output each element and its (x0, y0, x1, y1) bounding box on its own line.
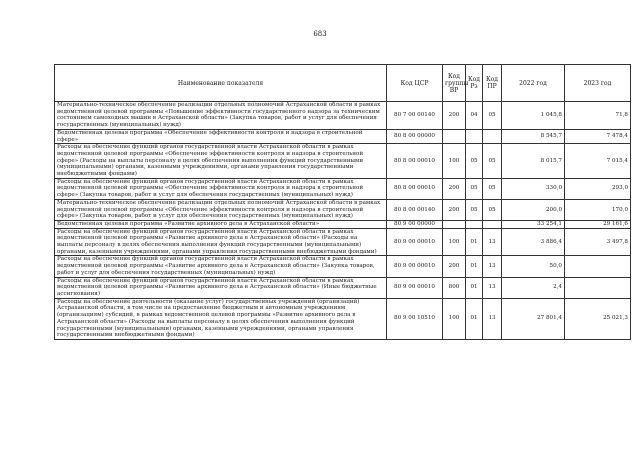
row-2022: 330,0 (502, 178, 565, 199)
row-pr (483, 220, 502, 228)
row-rz: 01 (466, 228, 483, 256)
row-2023: 7 015,4 (565, 144, 631, 179)
row-csr: 80 9 00 00010 (387, 256, 443, 277)
row-2023: 170,0 (565, 199, 631, 220)
row-2022: 27 801,4 (502, 298, 565, 339)
row-csr: 80 8 00 00140 (387, 199, 443, 220)
header-pr: Код ПР (483, 65, 502, 102)
row-vr: 200 (443, 178, 466, 199)
row-2023: 293,0 (565, 178, 631, 199)
table-row (55, 228, 631, 256)
row-rz: 05 (466, 144, 483, 179)
table-row (55, 144, 631, 179)
row-rz: 05 (466, 199, 483, 220)
row-csr: 80 9 00 00010 (387, 277, 443, 298)
row-pr: 13 (483, 277, 502, 298)
row-vr: 800 (443, 277, 466, 298)
row-csr: 80 9 00 00000 (387, 220, 443, 228)
row-rz (466, 129, 483, 143)
table-row (55, 199, 631, 220)
row-pr (483, 129, 502, 143)
row-rz: 01 (466, 277, 483, 298)
table-row (55, 277, 631, 298)
row-name: Ведомственная целевая программа «Развитие архивного дела в Астраханской области» (55, 220, 387, 228)
header-csr: Код ЦСР (387, 65, 443, 102)
row-rz: 05 (466, 178, 483, 199)
header-vr: Код группы ВР (443, 65, 466, 102)
row-2023: 3 497,8 (565, 228, 631, 256)
row-vr (443, 220, 466, 228)
row-vr: 200 (443, 199, 466, 220)
header-name: Наименование показателя (55, 65, 387, 102)
row-csr: 80 8 00 00000 (387, 129, 443, 143)
row-2022: 200,0 (502, 199, 565, 220)
row-vr: 200 (443, 256, 466, 277)
row-csr: 80 9 00 10510 (387, 298, 443, 339)
row-pr: 13 (483, 256, 502, 277)
row-2022: 2,4 (502, 277, 565, 298)
table-row (55, 102, 631, 130)
table-header-row (55, 65, 631, 102)
row-2023: 71,8 (565, 102, 631, 130)
row-csr: 80 8 00 00010 (387, 178, 443, 199)
row-pr: 05 (483, 199, 502, 220)
page-number: 683 (313, 30, 327, 38)
table-row (55, 129, 631, 143)
row-csr: 80 7 00 00140 (387, 102, 443, 130)
row-name: Расходы на обеспечение функций органов государственной власти Астраханской области в рамках ведомственной целевой программы «Развитие архивного дела в Астраханской области» (Расходы на выплаты персоналу в целях обеспечения выполнения функций государственными (муниципальными) органами, казенными учреждениями, органами управления государственными внебюджетными фондами) (55, 228, 387, 256)
table-row (55, 220, 631, 228)
row-vr (443, 129, 466, 143)
row-2022: 3 886,4 (502, 228, 565, 256)
row-name: Расходы на обеспечение деятельности (оказание услуг) государственных учреждений (организаций) Астраханской области, в том числе на предоставление бюджетным и автономным учреждениям (организациям) субсидий, в рамках ведомственной целевой программы «Развитие архивного дела в Астраханской области» (Расходы на выплаты персоналу в целях обеспечения выполнения функций государственными (муниципальными) органами, казенными учреждениями, органами управления государственными внебюджетными фондами) (55, 298, 387, 339)
row-csr: 80 9 00 00010 (387, 228, 443, 256)
row-pr: 05 (483, 178, 502, 199)
table-row (55, 178, 631, 199)
row-2022: 8 545,7 (502, 129, 565, 143)
row-rz: 01 (466, 298, 483, 339)
row-pr: 13 (483, 228, 502, 256)
row-2022: 33 254,1 (502, 220, 565, 228)
row-2022: 50,0 (502, 256, 565, 277)
row-name: Расходы на обеспечение функций органов государственной власти Астраханской области в рамках ведомственной целевой программы «Обеспечение эффективности контроля и надзора в строительной сфере» (Расходы на выплаты персоналу в целях обеспечения выполнения функций государственными (муниципальными) органами, казенными учреждениями, органами управления государственными внебюджетными фондами) (55, 144, 387, 179)
row-2023 (565, 256, 631, 277)
row-2022: 8 015,7 (502, 144, 565, 179)
row-2023: 7 478,4 (565, 129, 631, 143)
row-pr: 05 (483, 102, 502, 130)
row-vr: 100 (443, 228, 466, 256)
table-row (55, 298, 631, 339)
row-csr: 80 8 00 00010 (387, 144, 443, 179)
header-2023: 2023 год (565, 65, 631, 102)
header-rz: Код Рз (466, 65, 483, 102)
row-pr: 13 (483, 298, 502, 339)
row-name: Расходы на обеспечение функций органов государственной власти Астраханской области в рамках ведомственной целевой программы «Развитие архивного дела в Астраханской области» (Иные бюджетные ассигнования) (55, 277, 387, 298)
row-name: Расходы на обеспечение функций органов государственной власти Астраханской области в рамках ведомственной целевой программы «Развитие архивного дела в Астраханской области» (Закупка товаров, работ и услуг для обеспечения государственных (муниципальных) нужд) (55, 256, 387, 277)
row-2023: 25 021,3 (565, 298, 631, 339)
row-rz: 01 (466, 256, 483, 277)
row-vr: 100 (443, 298, 466, 339)
row-name: Материально-техническое обеспечение реализации отдельных полномочий Астраханской области в рамках ведомственной целевой программы «Повышение эффективности государственного надзора за техническим состоянием самоходных машин в Астраханской области» (Закупка товаров, работ и услуг для обеспечения государственных (муниципальных) нужд) (55, 102, 387, 130)
row-pr: 05 (483, 144, 502, 179)
row-rz (466, 220, 483, 228)
row-vr: 100 (443, 144, 466, 179)
budget-table (54, 64, 631, 340)
row-name: Ведомственная целевая программа «Обеспечение эффективности контроля и надзора в строительной сфере» (55, 129, 387, 143)
row-rz: 04 (466, 102, 483, 130)
row-2023 (565, 277, 631, 298)
row-vr: 200 (443, 102, 466, 130)
row-2023: 29 161,6 (565, 220, 631, 228)
row-name: Материально-техническое обеспечение реализации отдельных полномочий Астраханской области в рамках ведомственной целевой программы «Обеспечение эффективности контроля и надзора в строительной сфере» (Закупка товаров, работ и услуг для обеспечения государственных (муниципальных) нужд) (55, 199, 387, 220)
header-2022: 2022 год (502, 65, 565, 102)
table-row (55, 256, 631, 277)
row-2022: 1 045,8 (502, 102, 565, 130)
row-name: Расходы на обеспечение функций органов государственной власти Астраханской области в рамках ведомственной целевой программы «Обеспечение эффективности контроля и надзора в строительной сфере» (Закупка товаров, работ и услуг для обеспечения государственных (муниципальных) нужд) (55, 178, 387, 199)
